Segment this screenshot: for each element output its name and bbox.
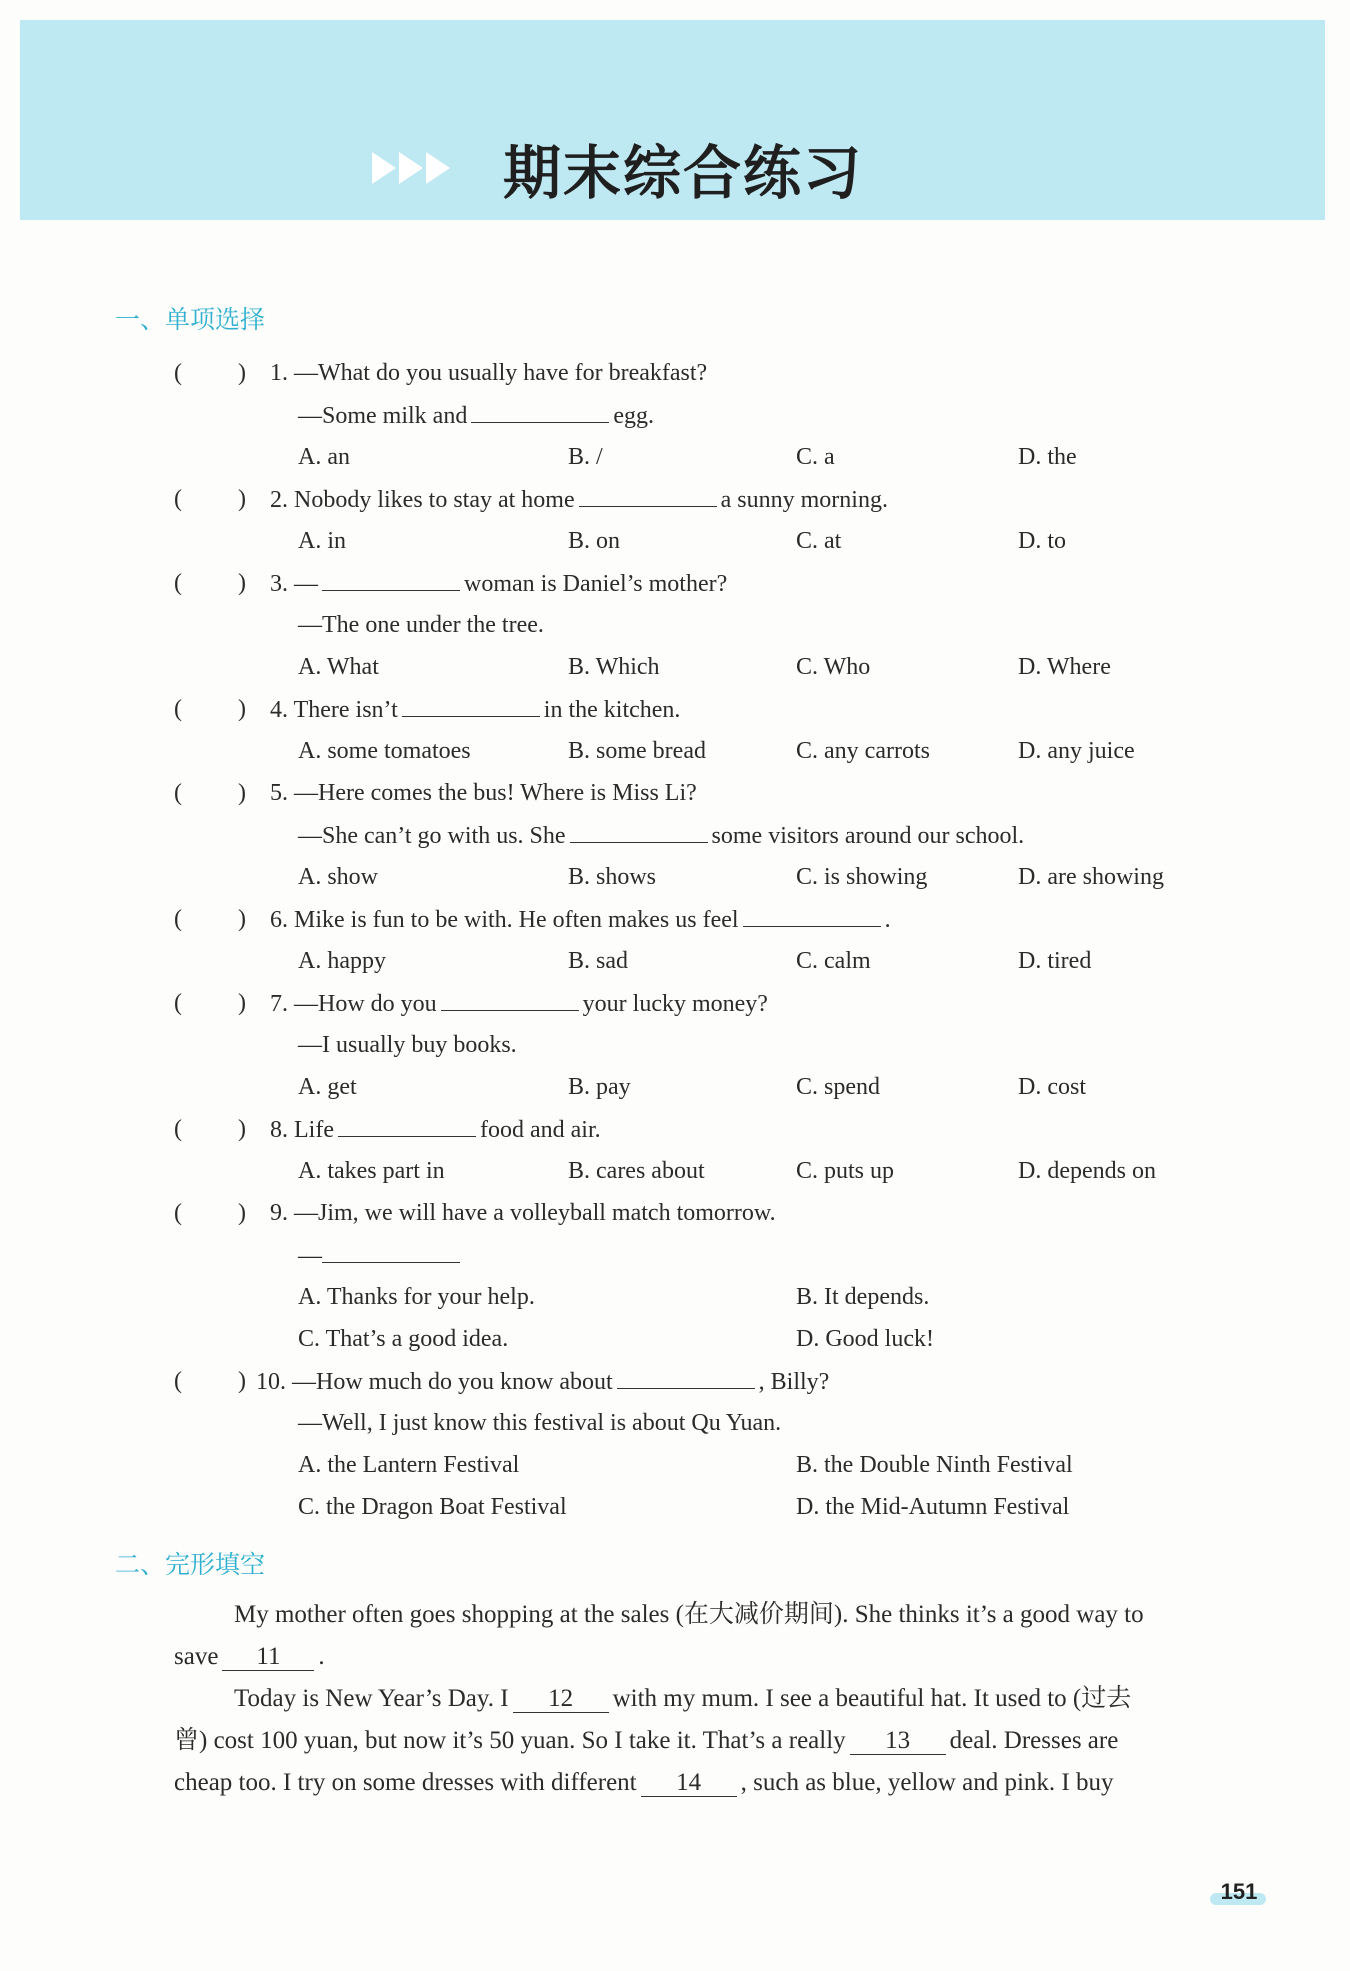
option: D. to <box>1018 528 1066 554</box>
option: C. calm <box>796 948 871 974</box>
option: D. the Mid-Autumn Festival <box>796 1494 1070 1520</box>
answer-blank[interactable] <box>579 484 717 507</box>
option: D. depends on <box>1018 1158 1156 1184</box>
option: C. Who <box>796 654 871 680</box>
option: D. any juice <box>1018 738 1135 764</box>
cloze-blank-11[interactable]: 11 <box>222 1644 314 1671</box>
arrow-right-icon <box>399 152 423 184</box>
option: B. shows <box>568 864 657 890</box>
answer-blank[interactable] <box>402 694 540 717</box>
section-heading-choice: 一、单项选择 <box>115 305 266 334</box>
option: B. Which <box>568 654 660 680</box>
option: C. a <box>796 444 835 470</box>
option: D. the <box>1018 444 1077 470</box>
answer-blank[interactable] <box>322 568 460 591</box>
option: B. the Double Ninth Festival <box>796 1452 1073 1478</box>
answer-blank[interactable] <box>570 820 708 843</box>
option: A. happy <box>298 948 386 974</box>
option: B. / <box>568 444 603 470</box>
option: C. is showing <box>796 864 928 890</box>
answer-blank[interactable] <box>743 904 881 927</box>
option: A. What <box>298 654 379 680</box>
option: C. spend <box>796 1074 880 1100</box>
option: C. at <box>796 528 842 554</box>
passage-line: 曾) cost 100 yuan, but now it’s 50 yuan. So I take it. That’s a really 13 deal. Dresses are <box>174 1727 1119 1754</box>
section-heading-cloze: 二、完形填空 <box>115 1550 266 1579</box>
page-title: 期末综合练习 <box>503 139 864 207</box>
arrow-right-icon <box>372 152 396 184</box>
option: D. are showing <box>1018 864 1164 890</box>
answer-blank[interactable] <box>338 1114 476 1137</box>
option: A. some tomatoes <box>298 738 471 764</box>
option: D. Good luck! <box>796 1326 934 1352</box>
option: B. cares about <box>568 1158 705 1184</box>
option: B. sad <box>568 948 628 974</box>
option: A. takes part in <box>298 1158 445 1184</box>
option: C. That’s a good idea. <box>298 1326 509 1352</box>
option: B. some bread <box>568 738 706 764</box>
cloze-blank-12[interactable]: 12 <box>513 1686 609 1713</box>
option: A. the Lantern Festival <box>298 1452 520 1478</box>
passage-line: save 11 . <box>174 1643 325 1670</box>
option: D. Where <box>1018 654 1111 680</box>
cloze-blank-13[interactable]: 13 <box>850 1728 946 1755</box>
passage-line: Today is New Year’s Day. I 12 with my mum. I see a beautiful hat. It used to (过去 <box>234 1685 1132 1712</box>
page-number: 151 <box>1220 1879 1258 1904</box>
option: A. Thanks for your help. <box>298 1284 535 1310</box>
answer-blank[interactable] <box>322 1240 460 1263</box>
answer-blank[interactable] <box>441 988 579 1011</box>
arrows-icon <box>372 152 450 188</box>
option: B. on <box>568 528 621 554</box>
option: B. It depends. <box>796 1284 930 1310</box>
answer-blank[interactable] <box>471 400 609 423</box>
option: B. pay <box>568 1074 631 1100</box>
option: A. get <box>298 1074 357 1100</box>
arrow-right-icon <box>426 152 450 184</box>
cloze-blank-14[interactable]: 14 <box>641 1770 737 1797</box>
option: C. any carrots <box>796 738 930 764</box>
answer-blank[interactable] <box>617 1366 755 1389</box>
option: D. tired <box>1018 948 1092 974</box>
option: D. cost <box>1018 1074 1086 1100</box>
option: C. puts up <box>796 1158 895 1184</box>
option: A. in <box>298 528 346 554</box>
passage-line: cheap too. I try on some dresses with different 14 , such as blue, yellow and pink. I buy <box>174 1769 1114 1796</box>
option: C. the Dragon Boat Festival <box>298 1494 567 1520</box>
option: A. show <box>298 864 379 890</box>
option: A. an <box>298 444 350 470</box>
passage-line: My mother often goes shopping at the sales (在大减价期间). She thinks it’s a good way to <box>234 1601 1144 1628</box>
